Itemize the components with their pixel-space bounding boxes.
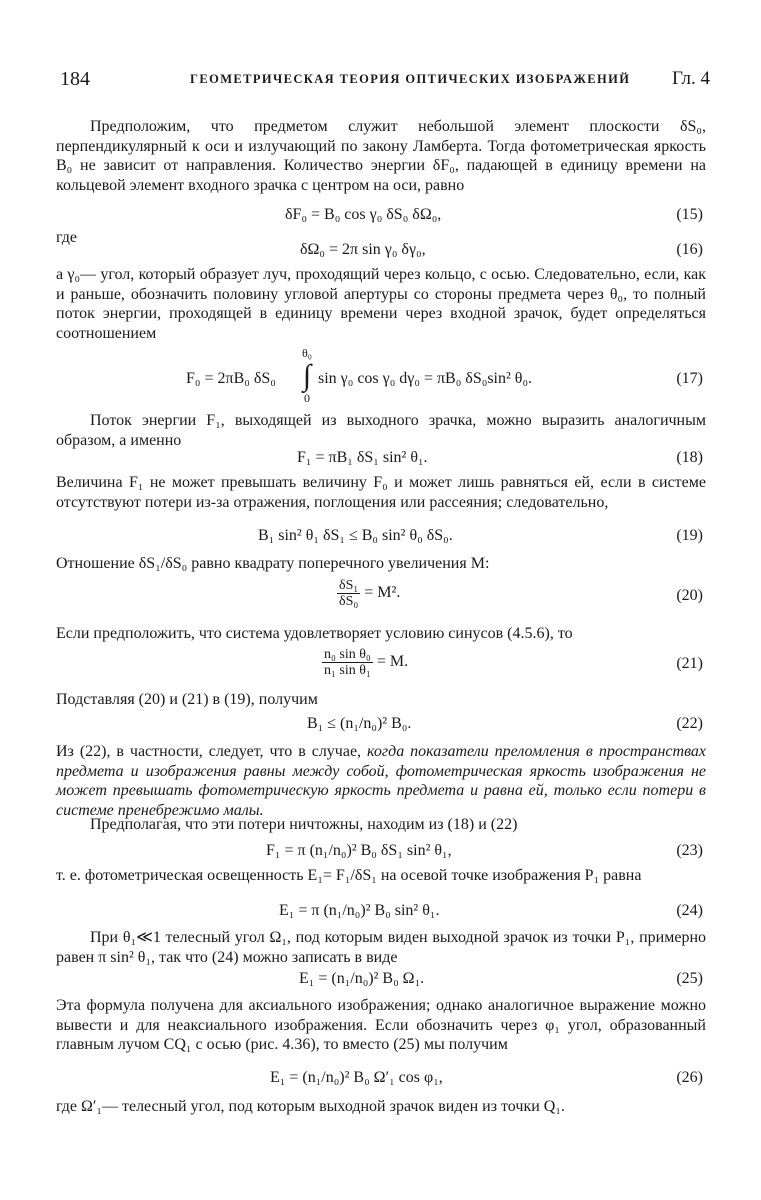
paragraph-6: Если предположить, что система удовлетворяет условию синусов (4.5.6), то [56, 625, 573, 642]
integral-lower-limit: 0 [304, 391, 310, 405]
equation-number-17: (17) [676, 370, 703, 387]
equation-22: B₁ ≤ (n₁/n₀)² B₀. [307, 715, 412, 732]
integral-sign: θ₀ ∫ 0 [297, 346, 317, 406]
paragraph-9: Предполагая, что эти потери ничтожны, находим из (18) и (22) [90, 816, 518, 833]
eq21-rhs: = M. [376, 653, 409, 671]
equation-21 [322, 647, 408, 678]
equation-number-19: (19) [676, 527, 703, 544]
equation-20 [337, 578, 400, 609]
equation-number-23: (23) [676, 842, 703, 859]
running-title: ГЕОМЕТРИЧЕСКАЯ ТЕОРИЯ ОПТИЧЕСКИХ ИЗОБРАЖЕНИЙ [190, 72, 631, 86]
eq20-numerator: δS₁ [339, 578, 359, 593]
page-number: 184 [60, 68, 90, 90]
page-header [60, 68, 710, 92]
paragraph-13: где Ω′₁— телесный угол, под которым выходной зрачок виден из точки Q₁. [56, 1098, 565, 1115]
paragraph-10: т. е. фотометрическая освещенность E₁= F₁/δS₁ на осевой точке изображения P₁ равна [56, 867, 642, 884]
paragraph-8-lead: Из (22), в частности, следует, что в случае, [56, 743, 367, 760]
equation-24: E₁ = π (n₁/n₀)² B₀ sin² θ₁. [279, 902, 440, 919]
eq21-denominator: n₁ sin θ₁ [324, 663, 371, 678]
paragraph-11: При θ₁≪1 телесный угол Ω₁, под которым виден выходной зрачок из точки P₁, примерно равен π sin² θ₁, так что (24) можно записать в виде [56, 929, 706, 966]
paragraph-12: Эта формула получена для аксиального изображения; однако аналогичное выражение можно вывести и для неаксиального изображения. Если обозначить через φ₁ угол, образованный главным лучом CQ₁ с осью (рис. 4.36), то вместо (25) мы получим [56, 997, 706, 1053]
paragraph-1: Предположим, что предметом служит небольшой элемент плоскости δS₀, перпендикулярный к оси и излучающий по закону Ламберта. Тогда фотометрическая яркость B₀ не зависит от направления. Количество энергии δF₀, падающей в единицу времени на кольцевой элемент входного зрачка с центром на оси, равно [56, 118, 706, 194]
equation-number-20: (20) [676, 587, 703, 604]
equation-number-16: (16) [676, 241, 703, 258]
paragraph-7: Подставляя (20) и (21) в (19), получим [56, 691, 318, 708]
equation-25: E₁ = (n₁/n₀)² B₀ Ω₁. [299, 970, 425, 987]
equation-15: δF₀ = B₀ cos γ₀ δS₀ δΩ₀, [285, 206, 442, 223]
chapter-label: Гл. 4 [671, 68, 710, 89]
paragraph-4: Величина F₁ не может превышать величину F₀ и может лишь равняться ей, если в системе отсутствуют потери из-за отражения, поглощения или рассеяния; следовательно, [56, 474, 706, 511]
equation-19: B₁ sin² θ₁ δS₁ ≤ B₀ sin² θ₀ δS₀. [258, 527, 453, 544]
equation-number-22: (22) [676, 715, 703, 732]
equation-18: F₁ = πB₁ δS₁ sin² θ₁. [297, 449, 428, 466]
equation-number-18: (18) [676, 449, 703, 466]
integral-upper-limit: θ₀ [302, 346, 312, 360]
equation-17-left: F₀ = 2πB₀ δS₀ [186, 370, 276, 387]
equation-26: E₁ = (n₁/n₀)² B₀ Ω′₁ cos φ₁, [270, 1069, 443, 1086]
equation-number-26: (26) [676, 1069, 703, 1086]
paragraph-8-italic: когда показатели преломления в пространствах предмета и изображения равны между собой, фотометрическая яркость изображения не может превышать фотометрическую яркость предмета и равна ей, только если потери в системе пренебрежимо малы. [56, 743, 706, 819]
paragraph-2: а γ₀— угол, который образует луч, проходящий через кольцо, с осью. Следовательно, если, как и раньше, обозначить половину угловой апертуры со стороны предмета через θ₀, то полный поток энергии, проходящей в единицу времени через входной зрачок, будет определяться соотношением [56, 266, 706, 342]
paragraph-8 [56, 742, 706, 820]
equation-number-24: (24) [676, 902, 703, 919]
where-label: где [56, 229, 78, 246]
eq20-denominator: δS₀ [339, 594, 359, 609]
equation-23: F₁ = π (n₁/n₀)² B₀ δS₁ sin² θ₁, [266, 842, 452, 859]
eq20-rhs: = M². [364, 584, 401, 602]
equation-17-right: sin γ₀ cos γ₀ dγ₀ = πB₀ δS₀sin² θ₀. [318, 370, 533, 387]
equation-16: δΩ₀ = 2π sin γ₀ δγ₀, [300, 241, 426, 258]
paragraph-5: Отношение δS₁/δS₀ равно квадрату поперечного увеличения M: [56, 555, 490, 572]
equation-number-25: (25) [676, 970, 703, 987]
equation-number-21: (21) [676, 655, 703, 672]
equation-number-15: (15) [676, 206, 703, 223]
paragraph-3: Поток энергии F₁, выходящей из выходного зрачка, можно выразить аналогичным образом, а именно [56, 412, 706, 449]
eq21-numerator: n₀ sin θ₀ [324, 647, 371, 662]
